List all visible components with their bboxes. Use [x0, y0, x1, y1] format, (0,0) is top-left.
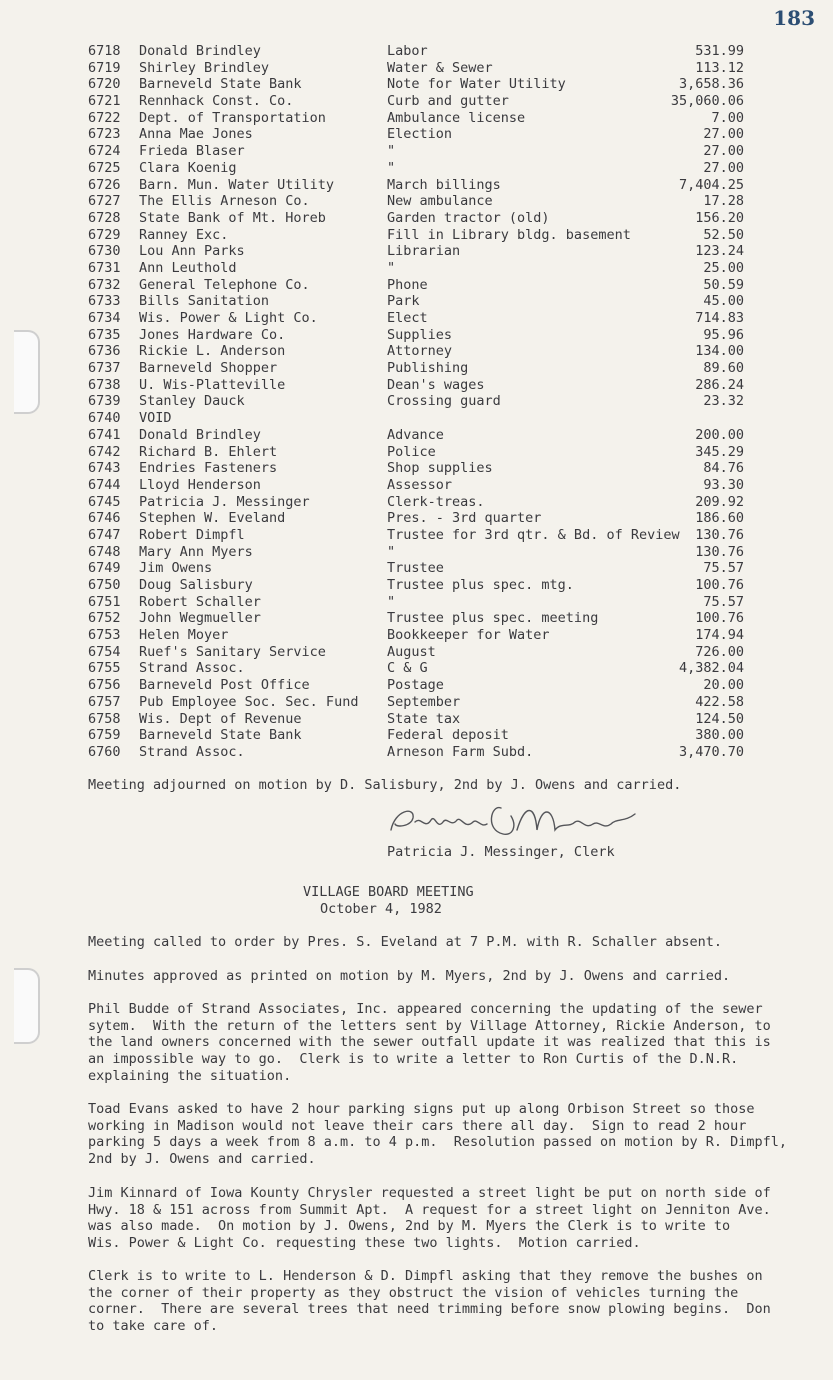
payee-name: Barneveld Post Office — [139, 677, 310, 694]
amount: 4,382.04 — [678, 660, 744, 677]
purpose: March billings — [387, 176, 501, 193]
check-number: 6758 — [88, 710, 121, 727]
purpose: Phone — [387, 276, 428, 293]
payee-name: Dept. of Transportation — [139, 109, 326, 126]
amount: 130.76 — [695, 526, 744, 543]
payee-name: Doug Salisbury — [139, 577, 253, 593]
ledger-row — [88, 193, 748, 210]
payee-name: Barneveld State Bank — [139, 727, 302, 744]
check-number: 6720 — [88, 76, 121, 93]
ledger-row — [88, 293, 748, 310]
check-number: 6748 — [88, 543, 121, 560]
page-number: 183 — [773, 6, 815, 30]
ledger-row — [88, 277, 748, 294]
check-number: 6718 — [88, 43, 121, 59]
payee-name: Patricia J. Messinger — [139, 493, 310, 510]
payee-name: Strand Assoc. — [139, 743, 245, 760]
amount: 52.50 — [703, 226, 744, 243]
purpose: Assessor — [387, 476, 453, 493]
purpose: Librarian — [387, 243, 461, 260]
ledger-row — [88, 694, 748, 711]
check-number: 6725 — [88, 159, 121, 176]
ledger-row — [88, 494, 748, 511]
check-number: 6756 — [88, 677, 121, 694]
amount: 25.00 — [703, 259, 744, 276]
ledger-row — [88, 360, 748, 377]
payee-name: General Telephone Co. — [139, 276, 310, 293]
amount: 156.20 — [695, 209, 744, 226]
purpose: Publishing — [387, 360, 469, 377]
minutes-paragraph: Jim Kinnard of Iowa Kounty Chrysler requested a street light be put on north side of Hwy. 18 & 151 across from Summit Apt. A request for a street light on Jenniton Ave. was also made. On motion by J. Owens, 2nd by M. Myers the Clerk is to write to Wis. Power & Light Co. requesting these two lights. Motion carried. — [88, 1185, 771, 1252]
check-number: 6733 — [88, 293, 121, 310]
check-number: 6727 — [88, 193, 121, 210]
signature-printed: Patricia J. Messinger, Clerk — [387, 844, 615, 860]
check-number: 6743 — [88, 460, 121, 477]
purpose: " — [387, 543, 396, 560]
amount: 7,404.25 — [678, 176, 744, 193]
payee-name: Stephen W. Eveland — [139, 510, 286, 527]
amount: 93.30 — [703, 476, 744, 493]
purpose: Curb and gutter — [387, 93, 509, 110]
payee-name: Robert Dimpfl — [139, 526, 245, 543]
check-number: 6742 — [88, 443, 121, 460]
ledger-row — [88, 76, 748, 93]
purpose: Police — [387, 443, 436, 460]
purpose: Bookkeeper for Water — [387, 627, 550, 644]
handwritten-signature — [385, 800, 645, 842]
purpose: Water & Sewer — [387, 59, 493, 76]
ledger-row — [88, 227, 748, 244]
check-number: 6759 — [88, 727, 121, 744]
purpose: Trustee — [387, 560, 444, 577]
amount: 130.76 — [695, 543, 744, 560]
check-number: 6747 — [88, 526, 121, 543]
purpose: Labor — [387, 43, 428, 59]
payee-name: Frieda Blaser — [139, 143, 245, 160]
purpose: State tax — [387, 710, 461, 727]
check-number: 6741 — [88, 426, 121, 443]
amount: 100.76 — [695, 577, 744, 593]
amount: 123.24 — [695, 243, 744, 260]
payee-name: Ann Leuthold — [139, 259, 237, 276]
amount: 531.99 — [695, 43, 744, 59]
check-number: 6750 — [88, 577, 121, 593]
ledger-row — [88, 744, 748, 761]
amount: 89.60 — [703, 360, 744, 377]
payee-name: Lou Ann Parks — [139, 243, 245, 260]
minutes-paragraph: Phil Budde of Strand Associates, Inc. appeared concerning the updating of the sewer sytem. With the return of the letters sent by Village Attorney, Rickie Anderson, to the land owners concerned with the sewer outfall update it was realized that this is an impossible way to go. Clerk is to write a letter to Ron Curtis of the D.N.R. explaining the situation. — [88, 1001, 771, 1084]
payee-name: Wis. Dept of Revenue — [139, 710, 302, 727]
check-number: 6751 — [88, 593, 121, 610]
binder-hole — [14, 968, 40, 1044]
payee-name: Robert Schaller — [139, 593, 261, 610]
check-number: 6757 — [88, 693, 121, 710]
payee-name: Ruef's Sanitary Service — [139, 643, 326, 660]
amount: 45.00 — [703, 293, 744, 310]
ledger-row — [88, 544, 748, 561]
purpose: Elect — [387, 310, 428, 326]
check-number: 6760 — [88, 743, 121, 760]
ledger-row — [88, 310, 748, 327]
purpose: Trustee for 3rd qtr. & Bd. of Review — [387, 526, 680, 543]
ledger-row — [88, 644, 748, 661]
ledger-row — [88, 393, 748, 410]
purpose: Note for Water Utility — [387, 76, 566, 93]
amount: 27.00 — [703, 126, 744, 143]
payee-name: Mary Ann Myers — [139, 543, 253, 560]
payee-name: Donald Brindley — [139, 43, 261, 59]
ledger-row — [88, 727, 748, 744]
amount: 200.00 — [695, 426, 744, 443]
ledger-row — [88, 377, 748, 394]
purpose: Crossing guard — [387, 393, 501, 410]
payee-name: John Wegmueller — [139, 610, 261, 627]
amount: 3,658.36 — [678, 76, 744, 93]
meeting-date: October 4, 1982 — [320, 901, 442, 917]
meeting-title: VILLAGE BOARD MEETING — [303, 884, 474, 900]
ledger-row — [88, 177, 748, 194]
check-number: 6732 — [88, 276, 121, 293]
check-number: 6730 — [88, 243, 121, 260]
purpose: Pres. - 3rd quarter — [387, 510, 542, 527]
amount: 209.92 — [695, 493, 744, 510]
purpose: Trustee plus spec. meeting — [387, 610, 599, 627]
ledger-row — [88, 594, 748, 611]
check-number: 6749 — [88, 560, 121, 577]
amount: 17.28 — [703, 193, 744, 210]
amount: 714.83 — [695, 310, 744, 326]
payee-name: Pub Employee Soc. Sec. Fund — [139, 693, 359, 710]
amount: 134.00 — [695, 343, 744, 360]
ledger-row — [88, 143, 748, 160]
payee-name: Strand Assoc. — [139, 660, 245, 677]
check-number: 6755 — [88, 660, 121, 677]
amount: 113.12 — [695, 59, 744, 76]
purpose: " — [387, 593, 396, 610]
payee-name: Helen Moyer — [139, 627, 229, 644]
check-number: 6752 — [88, 610, 121, 627]
check-number: 6736 — [88, 343, 121, 360]
amount: 27.00 — [703, 143, 744, 160]
payee-name: Ranney Exc. — [139, 226, 229, 243]
purpose: Fill in Library bldg. basement — [387, 226, 631, 243]
ledger-row — [88, 210, 748, 227]
ledger-row — [88, 660, 748, 677]
payee-name: Rickie L. Anderson — [139, 343, 286, 360]
minutes-paragraph: Meeting called to order by Pres. S. Eveland at 7 P.M. with R. Schaller absent. — [88, 934, 722, 950]
purpose: Postage — [387, 677, 444, 694]
amount: 3,470.70 — [678, 743, 744, 760]
purpose: Advance — [387, 426, 444, 443]
check-number: 6744 — [88, 476, 121, 493]
minutes-paragraph: Toad Evans asked to have 2 hour parking signs put up along Orbison Street so those working in Madison would not leave their cars there all day. Sign to read 2 hour parking 5 days a week from 8 a.m. to 4 p.m. Resolution passed on motion by R. Dimpfl, 2nd by J. Owens and carried. — [88, 1101, 787, 1168]
payee-name: Richard B. Ehlert — [139, 443, 278, 460]
ledger-row — [88, 711, 748, 728]
check-number: 6731 — [88, 259, 121, 276]
ledger-row — [88, 110, 748, 127]
purpose: September — [387, 693, 461, 710]
purpose: Attorney — [387, 343, 453, 360]
disbursement-ledger — [88, 43, 748, 761]
payee-name: Barneveld Shopper — [139, 360, 278, 377]
ledger-row — [88, 260, 748, 277]
check-number: 6721 — [88, 93, 121, 110]
payee-name: State Bank of Mt. Horeb — [139, 209, 326, 226]
payee-name: Barneveld State Bank — [139, 76, 302, 93]
check-number: 6740 — [88, 410, 121, 427]
purpose: Supplies — [387, 326, 453, 343]
amount: 124.50 — [695, 710, 744, 727]
amount: 35,060.06 — [670, 93, 744, 110]
ledger-row — [88, 444, 748, 461]
purpose: Garden tractor (old) — [387, 209, 550, 226]
payee-name: The Ellis Arneson Co. — [139, 193, 310, 210]
payee-name: Rennhack Const. Co. — [139, 93, 294, 110]
binder-hole — [14, 330, 40, 414]
check-number: 6738 — [88, 376, 121, 393]
check-number: 6754 — [88, 643, 121, 660]
adjournment-note: Meeting adjourned on motion by D. Salisbury, 2nd by J. Owens and carried. — [88, 777, 682, 793]
amount: 100.76 — [695, 610, 744, 627]
amount: 75.57 — [703, 560, 744, 577]
amount: 84.76 — [703, 460, 744, 477]
payee-name: Barn. Mun. Water Utility — [139, 176, 335, 193]
payee-name: Endries Fasteners — [139, 460, 278, 477]
amount: 27.00 — [703, 159, 744, 176]
check-number: 6729 — [88, 226, 121, 243]
ledger-row — [88, 427, 748, 444]
payee-name: Jones Hardware Co. — [139, 326, 286, 343]
check-number: 6723 — [88, 126, 121, 143]
amount: 20.00 — [703, 677, 744, 694]
ledger-row — [88, 43, 748, 60]
amount: 75.57 — [703, 593, 744, 610]
purpose: Federal deposit — [387, 727, 509, 744]
purpose: Park — [387, 293, 420, 310]
amount: 286.24 — [695, 376, 744, 393]
payee-name: Jim Owens — [139, 560, 213, 577]
amount: 50.59 — [703, 276, 744, 293]
amount: 186.60 — [695, 510, 744, 527]
ledger-row — [88, 677, 748, 694]
amount: 726.00 — [695, 643, 744, 660]
ledger-row — [88, 627, 748, 644]
payee-name: Anna Mae Jones — [139, 126, 253, 143]
minutes-paragraph: Minutes approved as printed on motion by M. Myers, 2nd by J. Owens and carried. — [88, 968, 731, 984]
ledger-row — [88, 343, 748, 360]
check-number: 6745 — [88, 493, 121, 510]
ledger-row — [88, 327, 748, 344]
ledger-row — [88, 527, 748, 544]
purpose: " — [387, 143, 396, 160]
payee-name: Donald Brindley — [139, 426, 261, 443]
check-number: 6734 — [88, 310, 121, 326]
ledger-row — [88, 610, 748, 627]
check-number: 6746 — [88, 510, 121, 527]
payee-name: Wis. Power & Light Co. — [139, 310, 318, 326]
ledger-row — [88, 460, 748, 477]
purpose: Shop supplies — [387, 460, 493, 477]
purpose: " — [387, 159, 396, 176]
purpose: " — [387, 259, 396, 276]
ledger-row — [88, 243, 748, 260]
ledger-row — [88, 126, 748, 143]
payee-name: Shirley Brindley — [139, 59, 270, 76]
purpose: C & G — [387, 660, 428, 677]
purpose: Clerk-treas. — [387, 493, 485, 510]
ledger-row — [88, 410, 748, 427]
purpose: Arneson Farm Subd. — [387, 743, 534, 760]
purpose: Ambulance license — [387, 109, 526, 126]
ledger-row — [88, 477, 748, 494]
ledger-row — [88, 577, 748, 594]
check-number: 6722 — [88, 109, 121, 126]
amount: 380.00 — [695, 727, 744, 744]
payee-name: Stanley Dauck — [139, 393, 245, 410]
amount: 174.94 — [695, 627, 744, 644]
ledger-row — [88, 560, 748, 577]
ledger-row — [88, 60, 748, 77]
check-number: 6719 — [88, 59, 121, 76]
amount: 95.96 — [703, 326, 744, 343]
purpose: Trustee plus spec. mtg. — [387, 577, 574, 593]
ledger-row — [88, 93, 748, 110]
purpose: Election — [387, 126, 453, 143]
amount: 422.58 — [695, 693, 744, 710]
amount: 7.00 — [711, 109, 744, 126]
payee-name: Clara Koenig — [139, 159, 237, 176]
check-number: 6739 — [88, 393, 121, 410]
payee-name: VOID — [139, 410, 172, 427]
check-number: 6735 — [88, 326, 121, 343]
ledger-row — [88, 510, 748, 527]
payee-name: Bills Sanitation — [139, 293, 270, 310]
check-number: 6737 — [88, 360, 121, 377]
check-number: 6728 — [88, 209, 121, 226]
payee-name: U. Wis-Platteville — [139, 376, 286, 393]
amount: 23.32 — [703, 393, 744, 410]
check-number: 6753 — [88, 627, 121, 644]
check-number: 6726 — [88, 176, 121, 193]
check-number: 6724 — [88, 143, 121, 160]
purpose: August — [387, 643, 436, 660]
purpose: New ambulance — [387, 193, 493, 210]
minutes-paragraph: Clerk is to write to L. Henderson & D. Dimpfl asking that they remove the bushes on the corner of their property as they obstruct the vision of vehicles turning the corner. There are several trees that need trimming before snow plowing begins. Don to take care of. — [88, 1268, 771, 1335]
amount: 345.29 — [695, 443, 744, 460]
ledger-row — [88, 160, 748, 177]
payee-name: Lloyd Henderson — [139, 476, 261, 493]
purpose: Dean's wages — [387, 376, 485, 393]
